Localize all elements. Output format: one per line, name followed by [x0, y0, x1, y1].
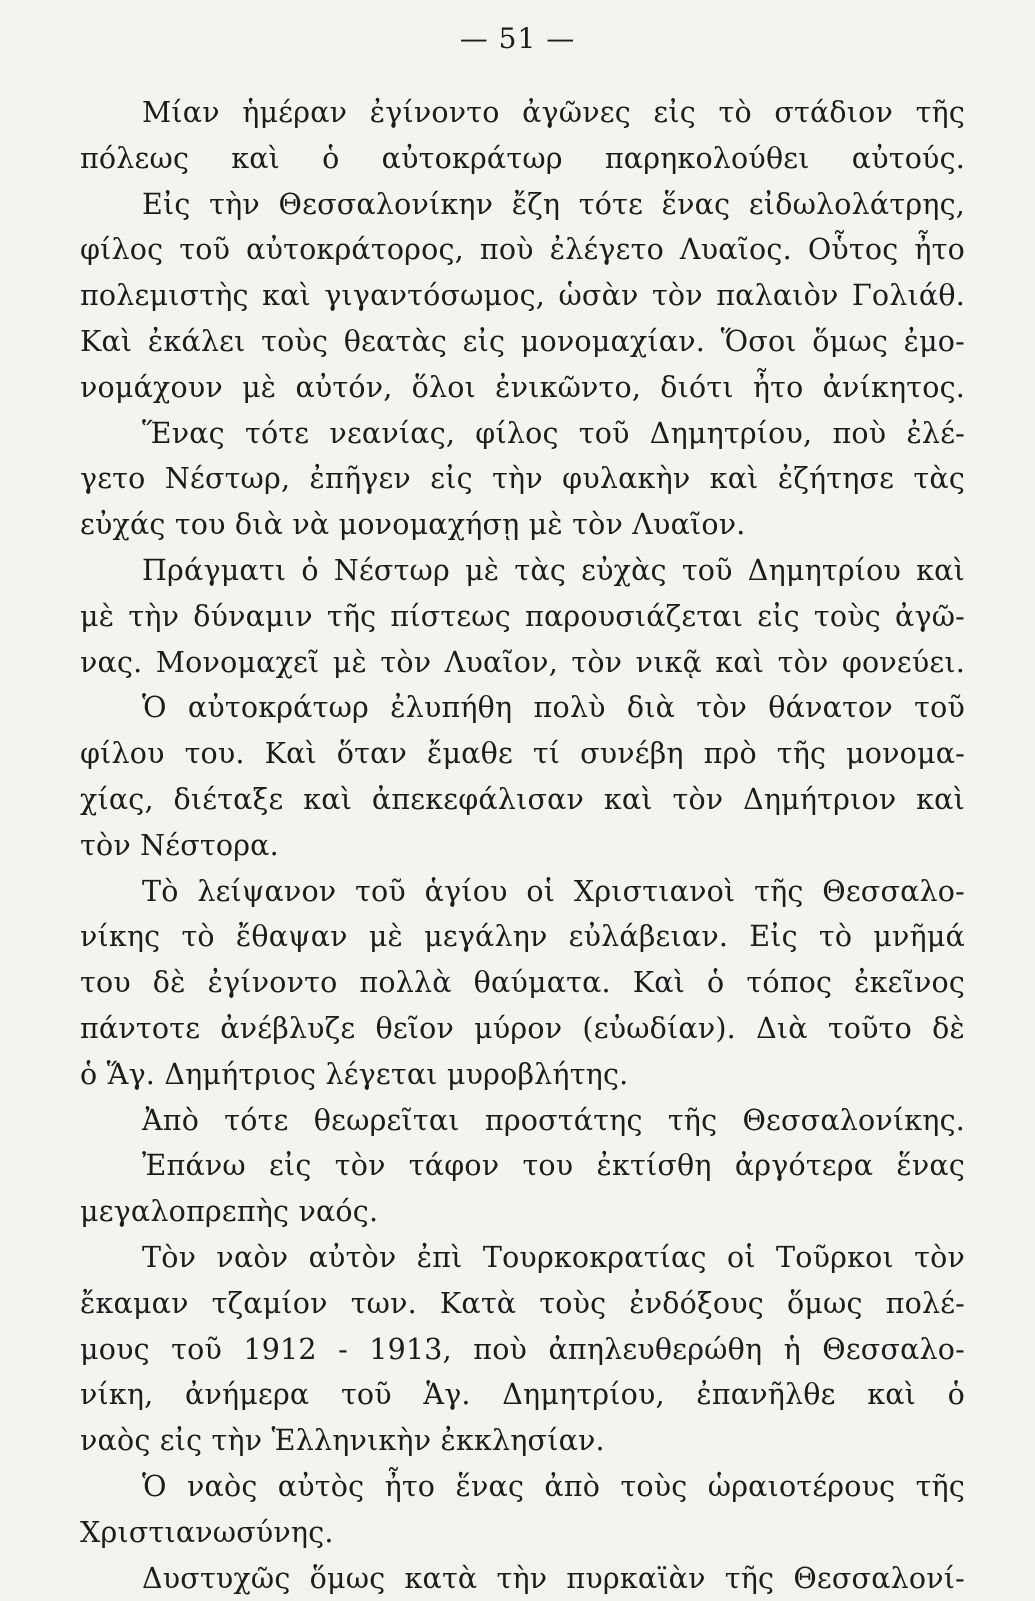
text-line: Ἐπάνω εἰς τὸν τάφον του ἐκτίσθη ἀργότερα ἕνας [80, 1143, 965, 1189]
text-line: πόλεως καὶ ὁ αὐτοκράτωρ παρηκολούθει αὐτούς. [80, 136, 965, 182]
text-line: Ὁ αὐτοκράτωρ ἐλυπήθη πολὺ διὰ τὸν θάνατον τοῦ [80, 685, 965, 731]
text-line: μεγαλοπρεπὴς ναός. [80, 1189, 965, 1235]
text-line: Χριστιανωσύνης. [80, 1510, 965, 1556]
text-line: Δυστυχῶς ὅμως κατὰ τὴν πυρκαϊὰν τῆς Θεσσαλονί- [80, 1556, 965, 1601]
text-line: μὲ τὴν δύναμιν τῆς πίστεως παρουσιάζεται εἰς τοὺς ἀγῶ- [80, 594, 965, 640]
text-line: μους τοῦ 1912 - 1913, ποὺ ἀπηλευθερώθη ἡ Θεσσαλο- [80, 1327, 965, 1373]
page-number: — 51 — [0, 22, 1035, 55]
text-line: νομάχουν μὲ αὐτόν, ὅλοι ἐνικῶντο, διότι ἦτο ἀνίκητος. [80, 365, 965, 411]
text-line: πάντοτε ἀνέβλυζε θεῖον μύρον (εὐωδίαν). Διὰ τοῦτο δὲ [80, 1006, 965, 1052]
text-line: Πράγματι ὁ Νέστωρ μὲ τὰς εὐχὰς τοῦ Δημητρίου καὶ [80, 548, 965, 594]
text-line: Ἕνας τότε νεανίας, φίλος τοῦ Δημητρίου, ποὺ ἐλέ- [80, 411, 965, 457]
text-line: Μίαν ἡμέραν ἐγίνοντο ἀγῶνες εἰς τὸ στάδιον τῆς [80, 90, 965, 136]
text-line: τὸν Νέστορα. [80, 823, 965, 869]
text-line: Ἀπὸ τότε θεωρεῖται προστάτης τῆς Θεσσαλονίκης. [80, 1098, 965, 1144]
text-line: Εἰς τὴν Θεσσαλονίκην ἔζη τότε ἕνας εἰδωλολάτρης, [80, 182, 965, 228]
text-line: χίας, διέταξε καὶ ἀπεκεφάλισαν καὶ τὸν Δημήτριον καὶ [80, 777, 965, 823]
text-line: Τὸν ναὸν αὐτὸν ἐπὶ Τουρκοκρατίας οἱ Τοῦρκοι τὸν [80, 1235, 965, 1281]
text-line: ναὸς εἰς τὴν Ἑλληνικὴν ἐκκλησίαν. [80, 1418, 965, 1464]
text-line: Καὶ ἐκάλει τοὺς θεατὰς εἰς μονομαχίαν. Ὅσοι ὅμως ἐμο- [80, 319, 965, 365]
text-line: νίκης τὸ ἔθαψαν μὲ μεγάλην εὐλάβειαν. Εἰς τὸ μνῆμά [80, 914, 965, 960]
text-line: Τὸ λείψανον τοῦ ἁγίου οἱ Χριστιανοὶ τῆς Θεσσαλο- [80, 869, 965, 915]
text-line: γετο Νέστωρ, ἐπῆγεν εἰς τὴν φυλακὴν καὶ ἐζήτησε τὰς [80, 456, 965, 502]
text-line: ἔκαμαν τζαμίον των. Κατὰ τοὺς ἐνδόξους ὅμως πολέ- [80, 1281, 965, 1327]
text-line: φίλου του. Καὶ ὅταν ἔμαθε τί συνέβη πρὸ τῆς μονομα- [80, 731, 965, 777]
text-line: φίλος τοῦ αὐτοκράτορος, ποὺ ἐλέγετο Λυαῖος. Οὗτος ἦτο [80, 227, 965, 273]
text-line: νίκη, ἀνήμερα τοῦ Ἁγ. Δημητρίου, ἐπανῆλθε καὶ ὁ [80, 1372, 965, 1418]
text-line: εὐχάς του διὰ νὰ μονομαχήσῃ μὲ τὸν Λυαῖον. [80, 502, 965, 548]
text-line: νας. Μονομαχεῖ μὲ τὸν Λυαῖον, τὸν νικᾷ καὶ τὸν φονεύει. [80, 640, 965, 686]
text-line: Ὁ ναὸς αὐτὸς ἦτο ἕνας ἀπὸ τοὺς ὡραιοτέρους τῆς [80, 1464, 965, 1510]
text-line: ὁ Ἅγ. Δημήτριος λέγεται μυροβλήτης. [80, 1052, 965, 1098]
text-line: πολεμιστὴς καὶ γιγαντόσωμος, ὡσὰν τὸν παλαιὸν Γολιάθ. [80, 273, 965, 319]
text-line: του δὲ ἐγίνοντο πολλὰ θαύματα. Καὶ ὁ τόπος ἐκεῖνος [80, 960, 965, 1006]
body-text [80, 90, 965, 1601]
